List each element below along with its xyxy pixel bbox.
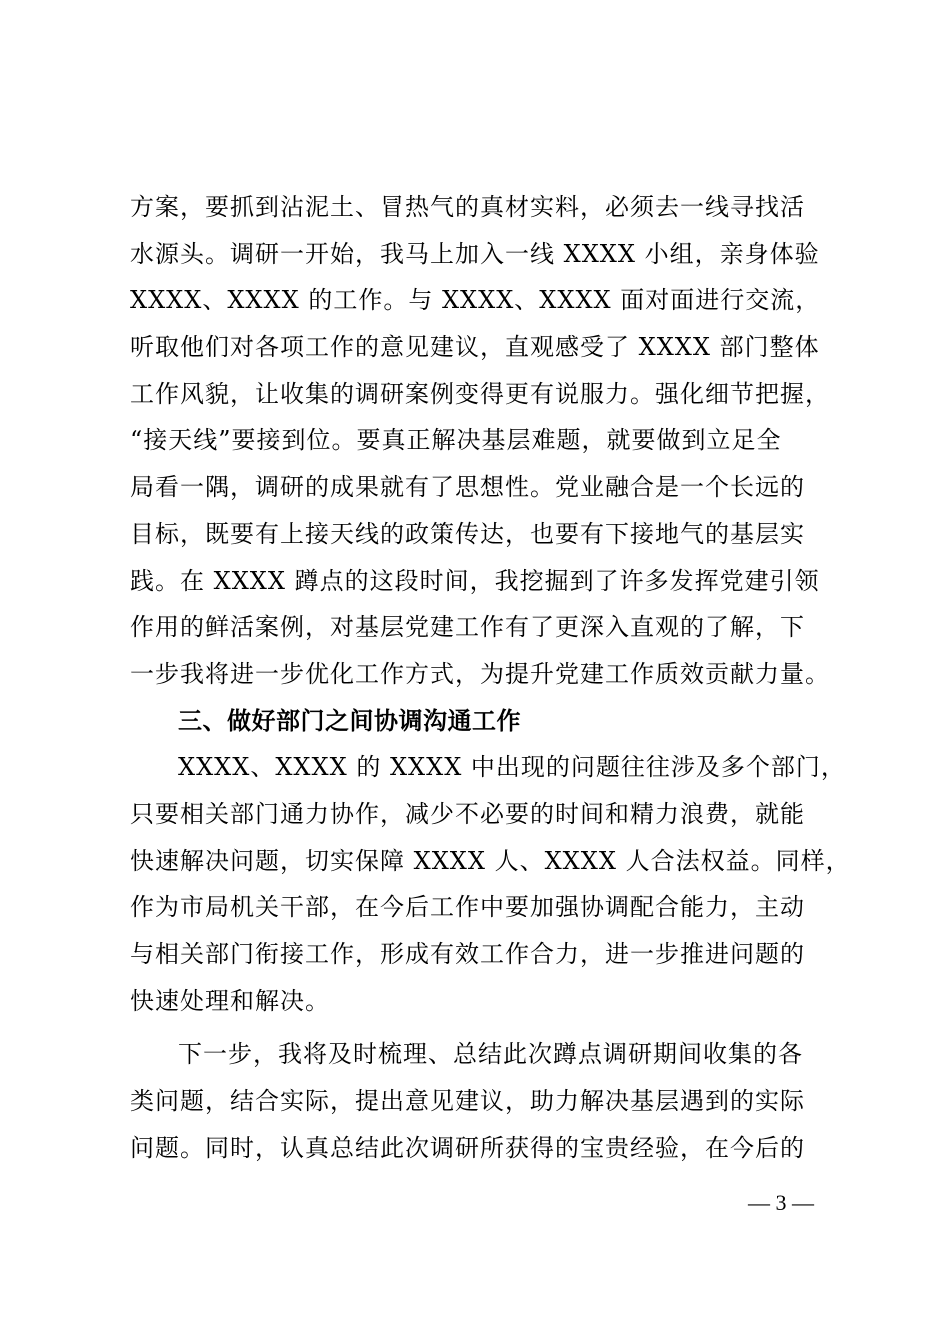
- text-line: 一步我将进一步优化工作方式，为提升党建工作质效贡献力量。: [130, 659, 830, 688]
- text-line: 方案，要抓到沾泥土、冒热气的真材实料，必须去一线寻找活: [130, 193, 805, 221]
- page-number: — 3 —: [748, 1190, 814, 1215]
- text-line: 快速处理和解决。: [130, 986, 330, 1015]
- text-line: 与相关部门衔接工作，形成有效工作合力，进一步推进问题的: [130, 940, 805, 968]
- text-line: 工作风貌，让收集的调研案例变得更有说服力。强化细节把握，: [130, 379, 830, 408]
- paragraph-1: [130, 184, 835, 698]
- text-line: “接天线”要接到位。要真正解决基层难题，就要做到立足全: [130, 426, 782, 455]
- text-line: 快速解决问题，切实保障 XXXX 人、XXXX 人合法权益。同样，: [130, 846, 851, 875]
- text-line: 类问题，结合实际，提出意见建议，助力解决基层遇到的实际: [130, 1087, 805, 1116]
- text-line: XXXX、XXXX 的 XXXX 中出现的问题往往涉及多个部门，: [178, 753, 846, 782]
- text-line: 目标，既要有上接天线的政策传达，也要有下接地气的基层实: [130, 519, 805, 548]
- text-line: 水源头。调研一开始，我马上加入一线 XXXX 小组，亲身体验: [130, 239, 820, 268]
- text-line: XXXX、XXXX 的工作。与 XXXX、XXXX 面对面进行交流，: [130, 286, 821, 315]
- section-heading: 三、做好部门之间协调沟通工作: [178, 706, 521, 735]
- text-line: 局看一隅，调研的成果就有了思想性。党业融合是一个长远的: [130, 473, 805, 502]
- text-line: 作用的鲜活案例，对基层党建工作有了更深入直观的了解，下: [130, 613, 805, 642]
- body-text: [130, 184, 851, 1171]
- text-line: 下一步，我将及时梳理、总结此次蹲点调研期间收集的各: [178, 1040, 803, 1069]
- text-line: 听取他们对各项工作的意见建议，直观感受了 XXXX 部门整体: [130, 333, 820, 362]
- text-line: 问题。同时，认真总结此次调研所获得的宝贵经验，在今后的: [130, 1133, 805, 1162]
- paragraph-spacer: [130, 1024, 835, 1031]
- paragraph-2: [130, 744, 851, 1024]
- text-line: 作为市局机关干部，在今后工作中要加强协调配合能力，主动: [130, 893, 805, 922]
- text-line: 只要相关部门通力协作，减少不必要的时间和精力浪费，就能: [130, 799, 805, 828]
- text-line: 践。在 XXXX 蹲点的这段时间，我挖掘到了许多发挥党建引领: [130, 566, 820, 595]
- paragraph-3: [130, 1031, 835, 1171]
